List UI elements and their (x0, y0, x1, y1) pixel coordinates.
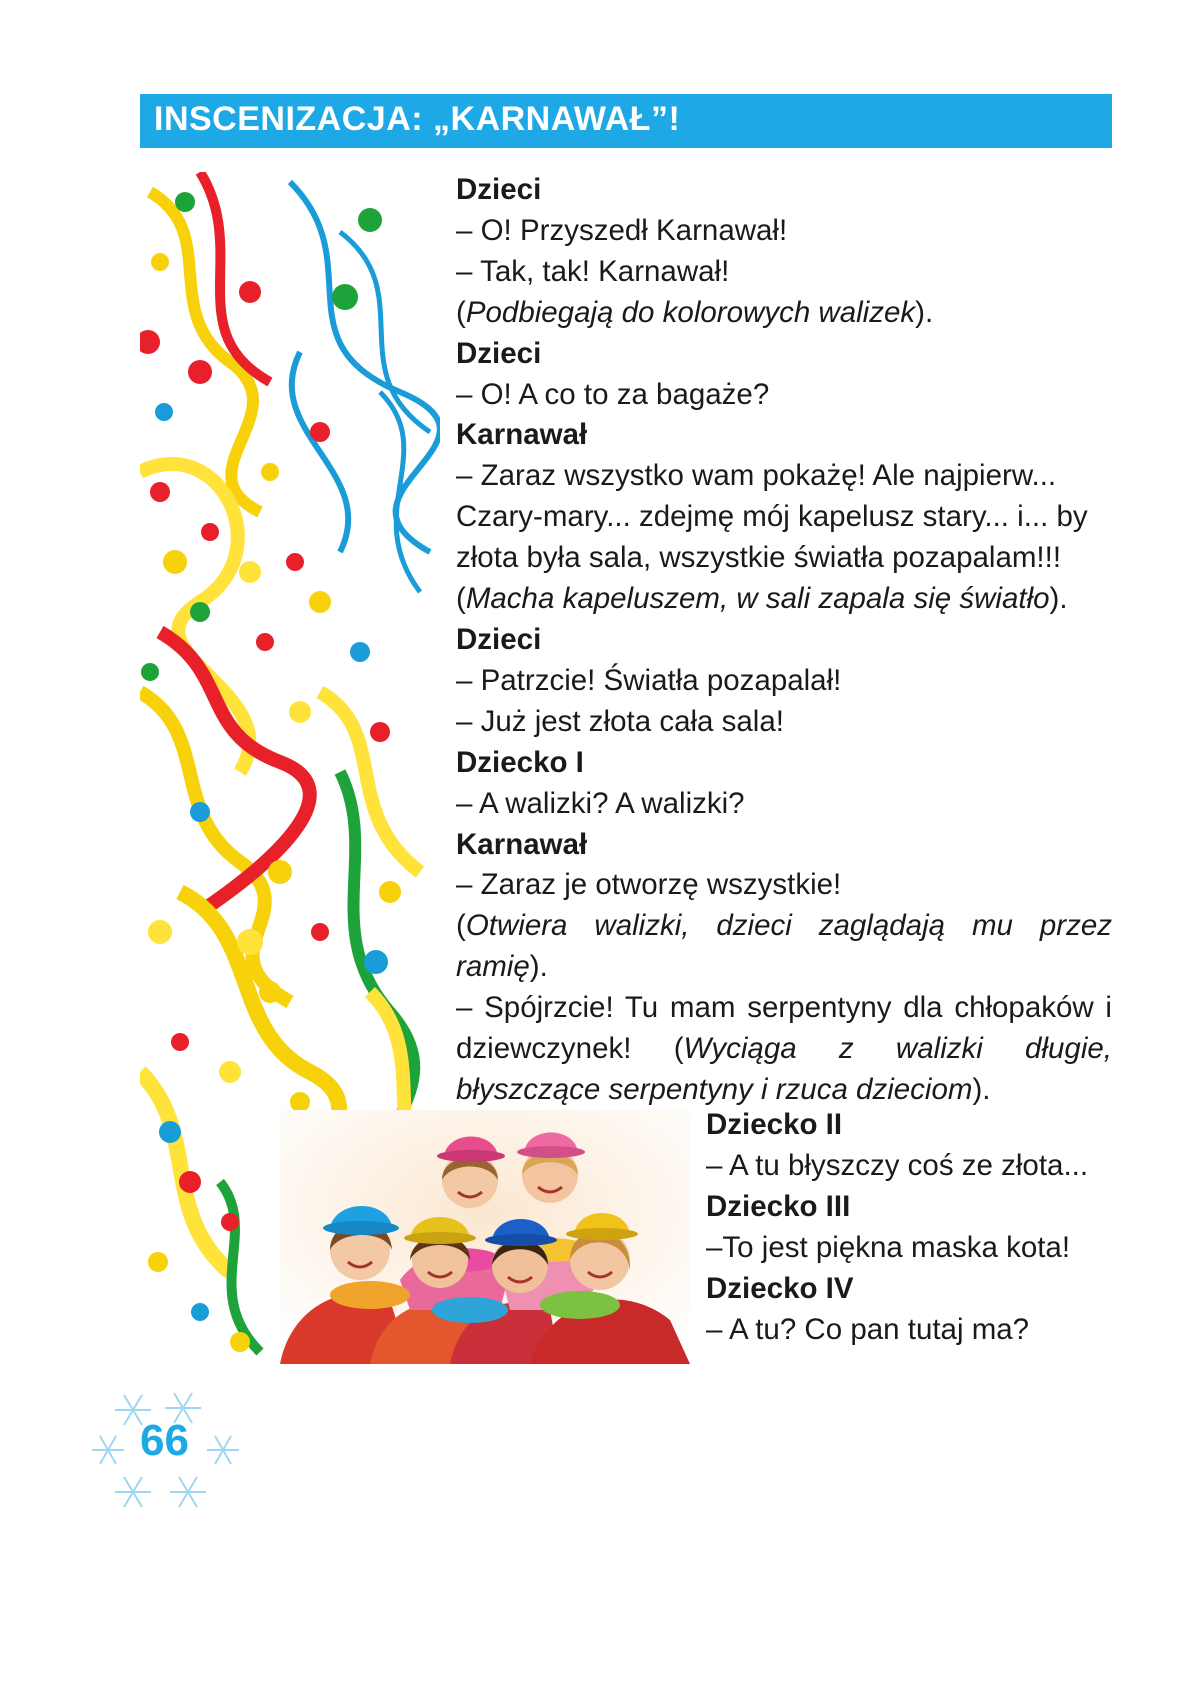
dialog-line: – A walizki? A walizki? (456, 786, 745, 820)
dialog-line: –To jest piękna maska kota! (706, 1230, 1071, 1264)
page-title: INSCENIZACJA: „KARNAWAŁ”! (154, 100, 681, 138)
dialog-line: Czary-mary... zdejmę mój kapelusz stary... i... by (456, 500, 1088, 534)
dialog-line: – A tu błyszczy coś ze złota... (706, 1148, 1089, 1182)
speaker-label: Dzieci (456, 336, 542, 370)
title-bar (140, 94, 1112, 148)
dialog-line-with-stage-direction: – Spójrzcie! Tu mam serpentyny dla chłopaków i dziewczynek! (Wyciąga z walizki długie, błyszczące serpentyny i rzuca dzieciom). (456, 991, 1112, 1106)
children-photo-svg (280, 1110, 690, 1364)
dialog-line: – O! A co to za bagaże? (456, 377, 770, 411)
dialog-line: – Zaraz wszystko wam pokażę! Ale najpierw... (456, 459, 1057, 493)
speaker-label: Dziecko II (706, 1108, 843, 1141)
speaker-label: Dzieci (456, 622, 542, 656)
speaker-label: Dziecko IV (706, 1271, 854, 1305)
speaker-label: Dzieci (456, 173, 542, 206)
speaker-label: Dziecko III (706, 1189, 851, 1223)
speaker-label: Karnawał (456, 827, 588, 861)
dialog-line: – Tak, tak! Karnawał! (456, 254, 730, 288)
speaker-label: Karnawał (456, 418, 588, 452)
stage-direction: (Otwiera walizki, dzieci zaglądają mu przez ramię). (456, 909, 1112, 984)
dialog-line: – Już jest złota cała sala! (456, 704, 784, 738)
dialog-continued (706, 1105, 1116, 1350)
speaker-label: Dziecko I (456, 745, 584, 779)
dialog-line: złota była sala, wszystkie światła pozapalam!!! (456, 541, 1062, 575)
page-number: 66 (140, 1416, 189, 1465)
dialog-line: – O! Przyszedł Karnawał! (456, 213, 788, 247)
dialog-line: – Zaraz je otworzę wszystkie! (456, 868, 842, 902)
stage-direction: (Podbiegają do kolorowych walizek). (456, 295, 934, 329)
dialog-line: – Patrzcie! Światła pozapalał! (456, 663, 842, 697)
children-carnival-photo (280, 1110, 690, 1364)
dialog-main (456, 170, 1112, 1111)
stage-direction: (Macha kapeluszem, w sali zapala się światło). (456, 582, 1068, 616)
page-number-badge (88, 1380, 248, 1520)
dialog-line: – A tu? Co pan tutaj ma? (706, 1312, 1030, 1346)
